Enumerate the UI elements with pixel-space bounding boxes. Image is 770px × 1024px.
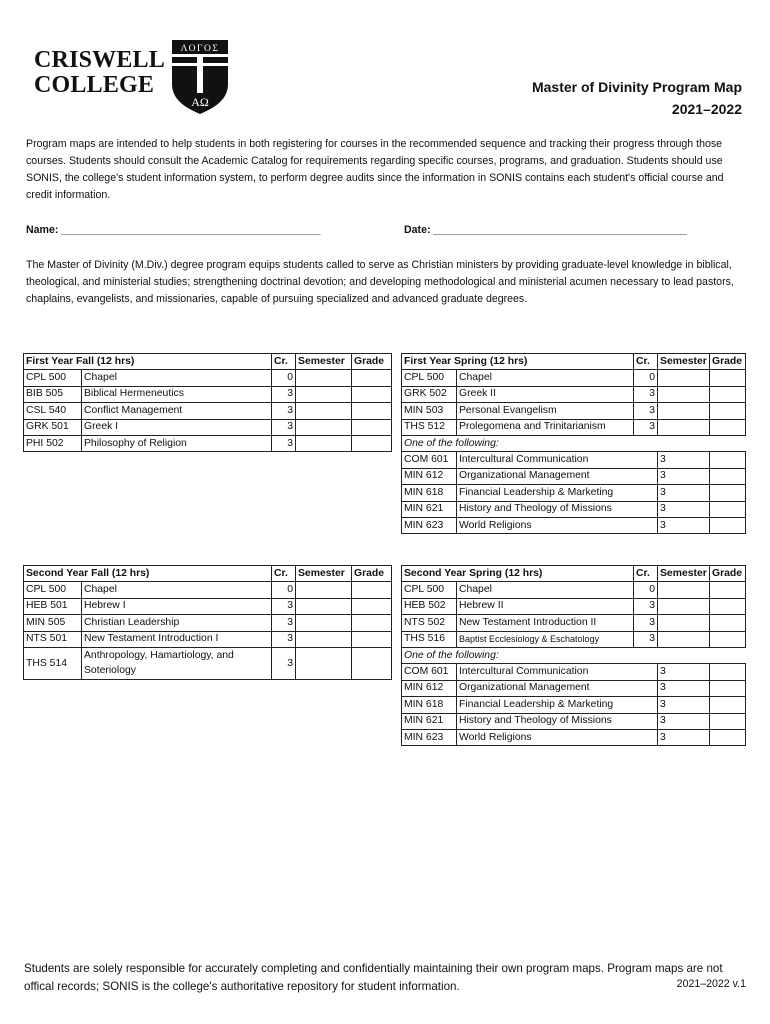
semester-cell[interactable] [658,582,710,598]
course-credits: 3 [272,598,296,614]
course-credits: 3 [272,631,296,647]
table-row [402,713,746,729]
col-semester: Semester [658,566,710,582]
choice-label-row [402,435,746,451]
course-credits: 3 [658,664,710,680]
date-field[interactable]: Date: ___________________________________________ [404,224,687,236]
table-row [402,501,746,517]
semester-cell[interactable] [658,386,710,402]
grade-cell[interactable] [710,729,746,745]
course-name: Organizational Management [457,680,658,696]
table-first-year-spring [401,353,746,534]
term-title: Second Year Spring (12 hrs) [402,566,634,582]
course-credits: 0 [634,370,658,386]
course-code: MIN 612 [402,468,457,484]
col-cr: Cr. [272,566,296,582]
course-code: THS 514 [24,647,82,679]
course-code: CPL 500 [24,370,82,386]
course-code: MIN 621 [402,501,457,517]
course-credits: 3 [634,386,658,402]
table-row [24,419,392,435]
course-credits: 3 [634,598,658,614]
course-name: Anthropology, Hamartiology, and Soteriology [82,647,272,679]
table-row [402,582,746,598]
semester-cell[interactable] [296,631,352,647]
course-name: Conflict Management [82,403,272,419]
semester-cell[interactable] [658,615,710,631]
semester-cell[interactable] [296,370,352,386]
greek-word: ΛΟΓΟΣ [180,44,220,54]
program-description: The Master of Divinity (M.Div.) degree program equips students called to serve as Christian ministers by providing graduate-level knowledge in biblical, theological, and ministerial studies; strengthening doctrinal devotion; and developing methodological and ministerial acumen necessary to lead pastors, chaplains, evangelists, and missionaries, capable of pursuing specialized and advanced graduate degrees. [26,259,734,305]
course-name: Intercultural Communication [457,452,658,468]
course-name: Financial Leadership & Marketing [457,485,658,501]
course-credits: 3 [272,419,296,435]
course-code: HEB 501 [24,598,82,614]
course-code: NTS 501 [24,631,82,647]
course-credits: 3 [658,680,710,696]
course-credits: 3 [658,729,710,745]
table-row [24,598,392,614]
col-grade: Grade [710,354,746,370]
course-code: MIN 618 [402,485,457,501]
course-credits: 3 [634,403,658,419]
table-row [24,435,392,451]
table-row [402,631,746,647]
course-code: CSL 540 [24,403,82,419]
course-credits: 3 [634,631,658,647]
grade-cell[interactable] [710,468,746,484]
course-code: CPL 500 [402,370,457,386]
college-logo [34,40,234,116]
grade-cell[interactable] [710,713,746,729]
course-name: Greek II [457,386,634,402]
course-credits: 3 [658,452,710,468]
course-credits: 3 [272,647,296,679]
semester-cell[interactable] [296,403,352,419]
table-row [402,370,746,386]
course-credits: 3 [658,713,710,729]
course-credits: 0 [272,370,296,386]
grade-cell[interactable] [352,403,392,419]
semester-cell[interactable] [296,386,352,402]
course-code: MIN 618 [402,697,457,713]
course-name: Hebrew I [82,598,272,614]
grade-cell[interactable] [710,485,746,501]
table-row [24,386,392,402]
term-title: Second Year Fall (12 hrs) [24,566,272,582]
semester-cell[interactable] [658,370,710,386]
college-wordmark [34,48,165,98]
course-code: MIN 503 [402,403,457,419]
table-second-year-spring [401,565,746,746]
course-name: New Testament Introduction I [82,631,272,647]
col-grade: Grade [352,354,392,370]
course-credits: 3 [658,468,710,484]
grade-cell[interactable] [710,631,746,647]
name-field[interactable]: Name: ____________________________________________ [26,224,321,236]
choice-label: One of the following: [402,647,746,663]
grade-cell[interactable] [710,680,746,696]
course-credits: 3 [272,403,296,419]
semester-cell[interactable] [296,419,352,435]
table-row [402,680,746,696]
course-credits: 3 [272,435,296,451]
course-code: MIN 612 [402,680,457,696]
table-row [24,615,392,631]
grade-cell[interactable] [710,517,746,533]
table-row [402,403,746,419]
grade-cell[interactable] [352,419,392,435]
semester-cell[interactable] [658,598,710,614]
choice-label-row [402,647,746,663]
semester-cell[interactable] [296,647,352,679]
course-name: Personal Evangelism [457,403,634,419]
grade-cell[interactable] [710,370,746,386]
table-row [402,468,746,484]
course-name: Greek I [82,419,272,435]
wordmark-line-2: COLLEGE [34,72,155,98]
grade-cell[interactable] [352,370,392,386]
course-code: GRK 501 [24,419,82,435]
course-credits: 3 [658,485,710,501]
course-code: THS 516 [402,631,457,647]
course-credits: 3 [658,501,710,517]
course-name: History and Theology of Missions [457,713,658,729]
table-row [402,729,746,745]
col-semester: Semester [658,354,710,370]
course-name: New Testament Introduction II [457,615,634,631]
grade-cell[interactable] [352,386,392,402]
course-code: MIN 623 [402,517,457,533]
grade-cell[interactable] [352,582,392,598]
title-line-1: Master of Divinity Program Map [531,79,742,95]
col-grade: Grade [710,566,746,582]
table-row [402,697,746,713]
course-code: MIN 505 [24,615,82,631]
grade-cell[interactable] [352,631,392,647]
course-name: Christian Leadership [82,615,272,631]
grade-cell[interactable] [352,598,392,614]
version-label: 2021–2022 v.1 [676,978,746,990]
table-first-year-fall [23,353,392,452]
table-second-year-fall [23,565,392,680]
course-code: PHI 502 [24,435,82,451]
course-name: History and Theology of Missions [457,501,658,517]
course-name: Hebrew II [457,598,634,614]
grade-cell[interactable] [352,647,392,679]
course-name: World Religions [457,517,658,533]
course-credits: 3 [658,517,710,533]
course-name: Financial Leadership & Marketing [457,697,658,713]
alpha-omega: AΩ [191,95,209,109]
grade-cell[interactable] [710,501,746,517]
grade-cell[interactable] [352,615,392,631]
course-name: Chapel [82,582,272,598]
course-name: Biblical Hermeneutics [82,386,272,402]
grade-cell[interactable] [710,697,746,713]
table-row [402,485,746,501]
col-cr: Cr. [272,354,296,370]
course-credits: 3 [634,615,658,631]
course-code: MIN 621 [402,713,457,729]
course-code: BIB 505 [24,386,82,402]
grade-cell[interactable] [710,598,746,614]
course-name: Prolegomena and Trinitarianism [457,419,634,435]
grade-cell[interactable] [710,386,746,402]
course-code: GRK 502 [402,386,457,402]
course-code: MIN 623 [402,729,457,745]
grade-cell[interactable] [710,403,746,419]
title-line-2: 2021–2022 [671,101,742,117]
col-semester: Semester [296,566,352,582]
course-credits: 0 [272,582,296,598]
col-grade: Grade [352,566,392,582]
course-name: Chapel [457,582,634,598]
grade-cell[interactable] [710,615,746,631]
table-row [24,647,392,679]
col-cr: Cr. [634,566,658,582]
course-name: Baptist Ecclesiology & Eschatology [457,631,634,647]
course-name: Chapel [457,370,634,386]
table-row [402,386,746,402]
wordmark-line-1: CRISWELL [34,47,165,73]
table-row [402,615,746,631]
semester-cell[interactable] [658,403,710,419]
course-credits: 3 [272,615,296,631]
table-row [402,452,746,468]
table-row [24,370,392,386]
course-code: CPL 500 [402,582,457,598]
semester-cell[interactable] [296,582,352,598]
table-row [24,403,392,419]
course-code: HEB 502 [402,598,457,614]
intro-paragraph: Program maps are intended to help students in both registering for courses in the recommended sequence and tracking their progress through those courses. Students should consult the Academic Catalog for requirements regarding specific courses, programs, and graduation. Students should use SONIS, the college's student information system, to perform degree audits since the information in SONIS contains each student's official course and credit information. [26,138,724,201]
course-code: CPL 500 [24,582,82,598]
course-name: Organizational Management [457,468,658,484]
course-credits: 0 [634,582,658,598]
course-credits: 3 [272,386,296,402]
grade-cell[interactable] [710,419,746,435]
course-code: NTS 502 [402,615,457,631]
course-code: THS 512 [402,419,457,435]
choice-label: One of the following: [402,435,746,451]
table-row [24,631,392,647]
table-row [24,582,392,598]
course-code: COM 601 [402,664,457,680]
grade-cell[interactable] [710,452,746,468]
footer-disclaimer: Students are solely responsible for accurately completing and confidentially maintaining their own program maps. Program maps are not offical records; SONIS is the college's authoritative repository for student information. [24,962,723,993]
semester-cell[interactable] [296,598,352,614]
semester-cell[interactable] [296,435,352,451]
col-semester: Semester [296,354,352,370]
shield-crest-icon [172,40,228,114]
table-row [402,598,746,614]
term-title: First Year Fall (12 hrs) [24,354,272,370]
course-name: World Religions [457,729,658,745]
course-credits: 3 [634,419,658,435]
term-title: First Year Spring (12 hrs) [402,354,634,370]
course-name: Intercultural Communication [457,664,658,680]
table-row [402,517,746,533]
semester-cell[interactable] [296,615,352,631]
course-credits: 3 [658,697,710,713]
grade-cell[interactable] [710,582,746,598]
semester-cell[interactable] [658,419,710,435]
col-cr: Cr. [634,354,658,370]
grade-cell[interactable] [710,664,746,680]
page-title [532,76,742,120]
course-name: Chapel [82,370,272,386]
table-row [402,664,746,680]
table-row [402,419,746,435]
semester-cell[interactable] [658,631,710,647]
course-code: COM 601 [402,452,457,468]
course-name: Philosophy of Religion [82,435,272,451]
grade-cell[interactable] [352,435,392,451]
